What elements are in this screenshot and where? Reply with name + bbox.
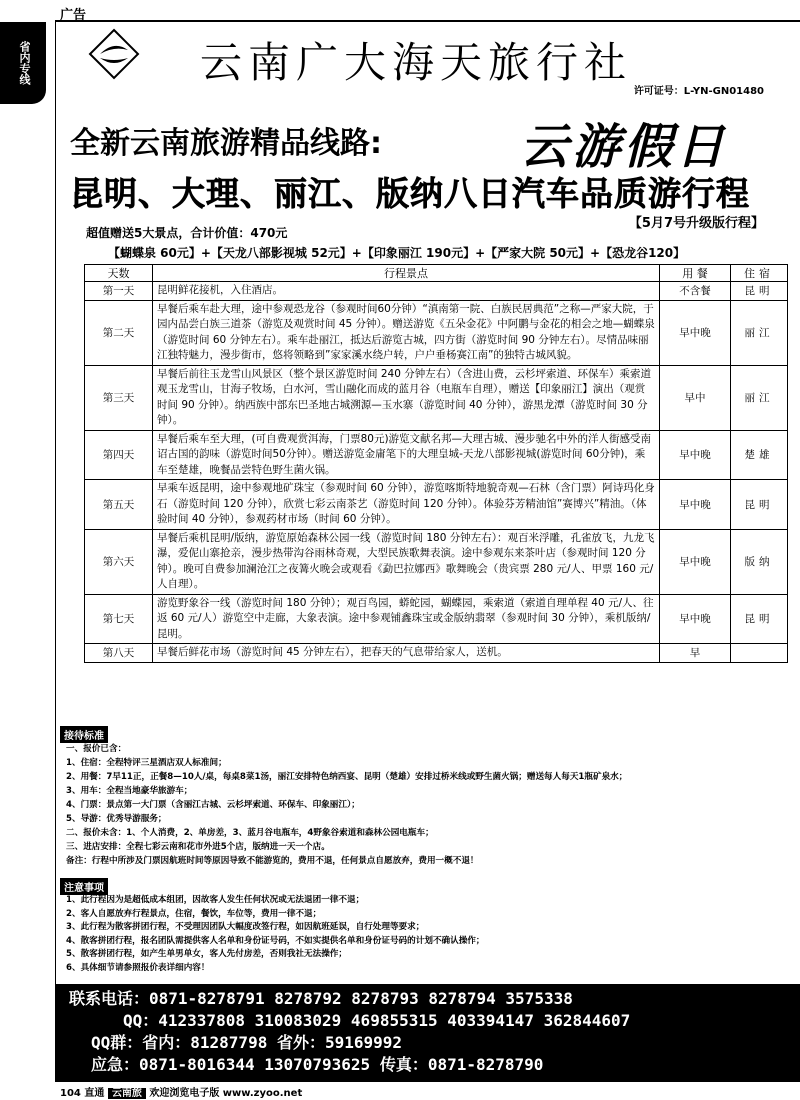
headline-line-2: 昆明、大理、丽江、版纳八日汽车品质游行程 — [70, 174, 750, 213]
notes-title: 注意事项 — [60, 878, 108, 895]
row-schedule: 昆明鲜花接机，入住酒店。 — [153, 282, 660, 301]
list-item: 三、进店安排：全程七彩云南和花市外进5个店，版纳进一天一个店。 — [66, 842, 330, 852]
table-header-row — [85, 265, 788, 282]
footer-brand: 云南旅 — [108, 1088, 146, 1099]
row-schedule: 早餐后鲜花市场（游览时间 45 分钟左右），把春天的气息带给家人，送机。 — [153, 644, 660, 663]
standards-title: 接待标准 — [60, 726, 108, 743]
table-row — [85, 644, 788, 663]
row-hotel: 昆明 — [731, 480, 788, 530]
contact-emergency: 应急：0871-8016344 13070793625 传真：0871-8278790 — [91, 1055, 544, 1074]
row-day: 第二天 — [85, 300, 153, 365]
list-item: 1、此行程因为是超低成本组团，因故客人发生任何状况或无法退团一律不退； — [66, 895, 365, 905]
row-day: 第三天 — [85, 365, 153, 430]
table-row — [85, 282, 788, 301]
row-day: 第六天 — [85, 529, 153, 594]
row-schedule: 游览野象谷一线（游览时间 180 分钟）；观百鸟园，蟒蛇园，蝴蝶园，乘索道（索道自理单程 40 元/人、往返 60 元/人）游览空中走廊，大象表演。途中参观铺鑫珠宝或金版纳翡翠（参观时间 30 分钟），乘机版纳/昆明。 — [153, 594, 660, 644]
value-line: 超值赠送5大景点，合计价值：470元 — [86, 226, 288, 240]
footer-column: 直通 — [84, 1088, 105, 1099]
table-row — [85, 480, 788, 530]
row-meals: 早中晚 — [660, 529, 731, 594]
row-schedule: 早餐后前往玉龙雪山风景区（整个景区游览时间 240 分钟左右）（含进山费，云杉坪索道、环保车）乘索道观玉龙雪山，甘海子牧场，白水河，雪山融化而成的蓝月谷（电瓶车自理），赠送【印象丽江】演出（观赏时间 90 分钟）。纳西族中部东巴圣地古城溯源—玉水寨（游览时间 40 分钟），游黑龙潭（游览时间 30 分钟）。 — [153, 365, 660, 430]
list-item: 一、报价已含： — [66, 744, 127, 754]
contact-phone: 联系电话：0871-8278791 8278792 8278793 8278794 3575338 — [69, 989, 573, 1008]
list-item: 1、住宿：全程特评三星酒店双人标准间； — [66, 758, 227, 768]
license-number: 许可证号：L-YN-GN01480 — [633, 86, 764, 97]
list-item: 备注：行程中所涉及门票因航班时间等原因导致不能游览的，费用不退，任何景点自愿放弃，费用一概不退！ — [66, 856, 479, 866]
row-day: 第七天 — [85, 594, 153, 644]
row-day: 第四天 — [85, 430, 153, 480]
row-meals: 早中晚 — [660, 480, 731, 530]
row-meals: 不含餐 — [660, 282, 731, 301]
contact-qq-group: QQ群：省内：81287798 省外：59169992 — [91, 1033, 403, 1052]
list-item: 4、散客拼团行程，报名团队需提供客人名单和身份证号码，不如实提供名单和身份证号码的计划不确认操作； — [66, 935, 485, 946]
contact-block — [55, 984, 800, 1082]
agency-name: 云南广大海天旅行社 — [200, 38, 633, 87]
list-item: 3、此行程为散客拼团行程，不受理因团队大幅度改签行程，如因航班延误，自行处理等要求； — [66, 922, 425, 933]
row-day: 第八天 — [85, 644, 153, 663]
list-item: 2、用餐：7早11正，正餐8—10人/桌，每桌8菜1汤，丽江安排特色纳西宴、昆明（楚雄）安排过桥米线或野生菌火锅；赠送每人每天1瓶矿泉水； — [66, 772, 628, 782]
row-meals: 早中晚 — [660, 594, 731, 644]
list-item: 2、客人自愿放弃行程景点，住宿，餐饮，车位等，费用一律不退； — [66, 908, 322, 919]
agency-logo-icon — [88, 28, 140, 80]
free-spots-line: 【蝴蝶泉 60元】+【天龙八部影视城 52元】+【印象丽江 190元】+【严家大院 50元】+【恐龙谷120】 — [108, 246, 686, 260]
row-meals: 早 — [660, 644, 731, 663]
row-hotel: 昆明 — [731, 594, 788, 644]
table-row — [85, 594, 788, 644]
headline-line-1: 全新云南旅游精品线路: — [70, 126, 382, 161]
header-meals: 用 餐 — [660, 265, 731, 282]
page-footer — [60, 1084, 302, 1099]
contact-qq: QQ：412337808 310083029 469855315 403394147 362844607 — [123, 1011, 631, 1030]
row-day: 第一天 — [85, 282, 153, 301]
table-row — [85, 365, 788, 430]
row-hotel: 版纳 — [731, 529, 788, 594]
list-item: 5、导游：优秀导游服务； — [66, 814, 167, 824]
header-day: 天数 — [85, 265, 153, 282]
itinerary-table — [84, 264, 788, 663]
row-meals: 早中 — [660, 365, 731, 430]
header-schedule: 行程景点 — [153, 265, 660, 282]
section-label: 广告 — [60, 8, 87, 23]
row-day: 第五天 — [85, 480, 153, 530]
page-number: 104 — [60, 1088, 81, 1099]
footer-text: 欢迎浏览电子版 www.zyoo.net — [149, 1088, 303, 1099]
list-item: 4、门票：景点第一大门票（含丽江古城、云杉坪索道、环保车、印象丽江）； — [66, 800, 360, 810]
brand-mark: 云游假日 — [520, 119, 729, 175]
table-row — [85, 430, 788, 480]
row-hotel: 楚雄 — [731, 430, 788, 480]
row-hotel: 昆明 — [731, 282, 788, 301]
table-row — [85, 300, 788, 365]
list-item: 3、用车：全程当地豪华旅游车； — [66, 786, 193, 796]
edition-label: 【5月7号升级版行程】 — [628, 216, 764, 231]
notes-list — [66, 894, 796, 976]
list-item: 5、散客拼团行程，如产生单男单女，客人先付房差，否则我社无法操作； — [66, 949, 347, 960]
table-row — [85, 529, 788, 594]
side-tab: 省内专线 — [0, 22, 46, 104]
row-schedule: 早餐后乘车至大理，(可自费观赏洱海，门票80元)游览文献名邦—大理古城、漫步驰名中外的洋人街感受南诏古国的韵味（游览时间50分钟）。赠送游览金庸笔下的大理皇城-天龙八部影视城(游览时间 60分钟)，乘车至楚雄，晚餐品尝特色野生菌火锅。 — [153, 430, 660, 480]
row-schedule: 早乘车返昆明，途中参观地矿珠宝（参观时间 60 分钟），游览喀斯特地貌奇观—石林（含门票）阿诗玛化身石（游览时间 120 分钟），欣赏七彩云南茶艺（游览时间 120 分钟）。体验芬芳精油馆”赛博兴”精油。（体验时间 40 分钟），参观药材市场（时间 60 分钟）。 — [153, 480, 660, 530]
row-schedule: 早餐后乘机昆明/版纳，游览原始森林公园一线（游览时间 180 分钟左右）：观百米浮雕，孔雀放飞，九龙飞瀑，爱伲山寨抢亲，漫步热带沟谷雨林奇观，大型民族歌舞表演。途中参观东来茶叶店（参观时间 120 分钟）。晚可自费参加澜沧江之夜篝火晚会或观看《勐巴拉娜西》歌舞晚会（贵宾票 280 元/人、甲票 160 元/人自理）。 — [153, 529, 660, 594]
row-schedule: 早餐后乘车赴大理，途中参观恐龙谷（参观时间60分钟）“滇南第一院、白族民居典范”之称—严家大院，于园内品尝白族三道茶（游览及观赏时间 45 分钟）。赠送游览《五朵金花》中阿鹏与金花的相会之地—蝴蝶泉（游览时间 60 分钟左右）。乘车赴丽江，抵达后游览古城，四方街（游览时间 90 分钟左右）。尽情品味丽江独特魅力，漫步街市，悠将领略到”家家溪水绕户转，户户垂杨赛江南”的独特古城风貌。 — [153, 300, 660, 365]
list-item: 二、报价未含：1、个人消费，2、单房差，3、蓝月谷电瓶车，4野象谷索道和森林公园电瓶车； — [66, 828, 434, 838]
header-hotel: 住宿 — [731, 265, 788, 282]
row-meals: 早中晚 — [660, 300, 731, 365]
standards-list — [66, 742, 796, 868]
list-item: 6、具体细节请参照报价表详细内容！ — [66, 962, 210, 973]
row-meals: 早中晚 — [660, 430, 731, 480]
row-hotel — [731, 644, 788, 663]
row-hotel: 丽江 — [731, 300, 788, 365]
row-hotel: 丽江 — [731, 365, 788, 430]
